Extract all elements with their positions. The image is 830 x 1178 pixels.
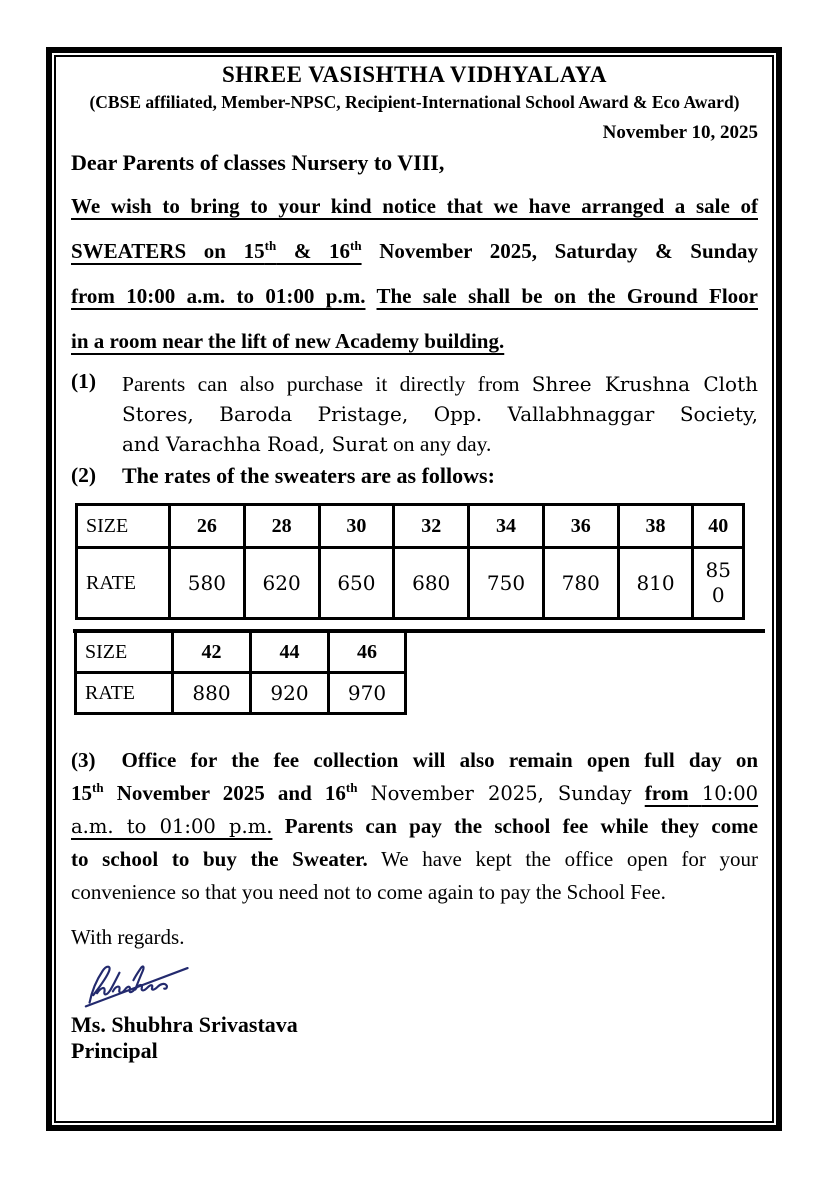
table1-rate-row <box>77 548 744 619</box>
signature-image <box>79 955 758 1011</box>
salutation: Dear Parents of classes Nursery to VIII, <box>71 150 445 175</box>
page-border-outer <box>46 47 782 1131</box>
table1-size-cell: 40 <box>693 505 744 548</box>
page-border-inner <box>54 55 774 1123</box>
item-3-line-3: a.m. to 01:00 p.m. Parents can pay the school fee while they come <box>71 814 758 838</box>
list-item-3-number: (3) <box>71 748 96 772</box>
table2-rate-cell: 970 <box>329 673 406 714</box>
table1-size-cell: 26 <box>169 505 244 548</box>
principal-title: Principal <box>71 1038 158 1063</box>
intro-line-3: from 10:00 a.m. to 01:00 p.m. The sale shall be on the Ground Floor <box>71 284 758 308</box>
sweater-rate-table-2 <box>74 633 407 715</box>
table1-size-cell: 32 <box>394 505 469 548</box>
table1-size-label: SIZE <box>77 505 170 548</box>
table2-rate-cell: 920 <box>251 673 329 714</box>
table1-rate-cell: 580 <box>169 548 244 619</box>
table2-size-row <box>76 633 406 673</box>
list-item-1 <box>71 369 758 459</box>
table1-rate-cell: 650 <box>319 548 394 619</box>
table1-rate-cell: 810 <box>618 548 693 619</box>
table1-size-cell: 36 <box>543 505 618 548</box>
item-3-line-2: 15th November 2025 and 16th November 2025, Sunday from 10:00 <box>71 780 759 805</box>
table1-size-cell: 28 <box>244 505 319 548</box>
intro-line-4: in a room near the lift of new Academy building. <box>71 329 505 353</box>
table2-top-rule <box>73 629 765 715</box>
table2-rate-label: RATE <box>76 673 173 714</box>
item-3-line-5: convenience so that you need not to come again to pay the School Fee. <box>71 880 666 904</box>
list-item-2-text: The rates of the sweaters are as follows: <box>122 463 495 488</box>
item-3-line-1: (3) Office for the fee collection will also remain open full day on <box>71 748 758 772</box>
table1-rate-label: RATE <box>77 548 170 619</box>
table1-rate-cell: 620 <box>244 548 319 619</box>
item-1-line-1: Parents can also purchase it directly from Shree Krushna Cloth <box>122 372 758 396</box>
table1-size-cell: 38 <box>618 505 693 548</box>
table2-rate-cell: 880 <box>173 673 251 714</box>
table1-rate-cell: 780 <box>543 548 618 619</box>
table1-rate-cell: 850 <box>693 548 744 619</box>
sweater-rate-table-1 <box>75 503 745 620</box>
item-3-line-4: to school to buy the Sweater. We have kept the office open for your <box>71 847 759 871</box>
item-1-line-2: Stores, Baroda Pristage, Opp. Vallabhnaggar Society, <box>122 402 758 426</box>
item-1-line-3: and Varachha Road, Surat on any day. <box>122 432 492 456</box>
list-item-3 <box>71 744 758 909</box>
table1-size-row <box>77 505 744 548</box>
closing-regards: With regards. <box>71 925 185 949</box>
school-subtitle: (CBSE affiliated, Member-NPSC, Recipient-International School Award & Eco Award) <box>89 92 740 112</box>
list-item-2 <box>71 463 758 489</box>
letter-date: November 10, 2025 <box>602 122 758 143</box>
table1-rate-cell: 680 <box>394 548 469 619</box>
table2-size-cell: 44 <box>251 633 329 673</box>
signature-scribble <box>90 966 167 1002</box>
table2-size-cell: 46 <box>329 633 406 673</box>
school-title: SHREE VASISHTHA VIDHYALAYA <box>221 62 607 87</box>
principal-name: Ms. Shubhra Srivastava <box>71 1012 298 1037</box>
table2-size-cell: 42 <box>173 633 251 673</box>
intro-paragraph <box>71 184 758 364</box>
table2-size-label: SIZE <box>76 633 173 673</box>
intro-line-1: We wish to bring to your kind notice that we have arranged a sale of <box>71 194 758 218</box>
list-item-1-number: (1) <box>71 369 97 393</box>
table2-rate-row <box>76 673 406 714</box>
intro-line-2: SWEATERS on 15th & 16th November 2025, Saturday & Sunday <box>71 238 758 263</box>
table1-rate-cell: 750 <box>469 548 544 619</box>
table1-size-cell: 34 <box>469 505 544 548</box>
list-item-2-number: (2) <box>71 463 97 487</box>
table1-size-cell: 30 <box>319 505 394 548</box>
